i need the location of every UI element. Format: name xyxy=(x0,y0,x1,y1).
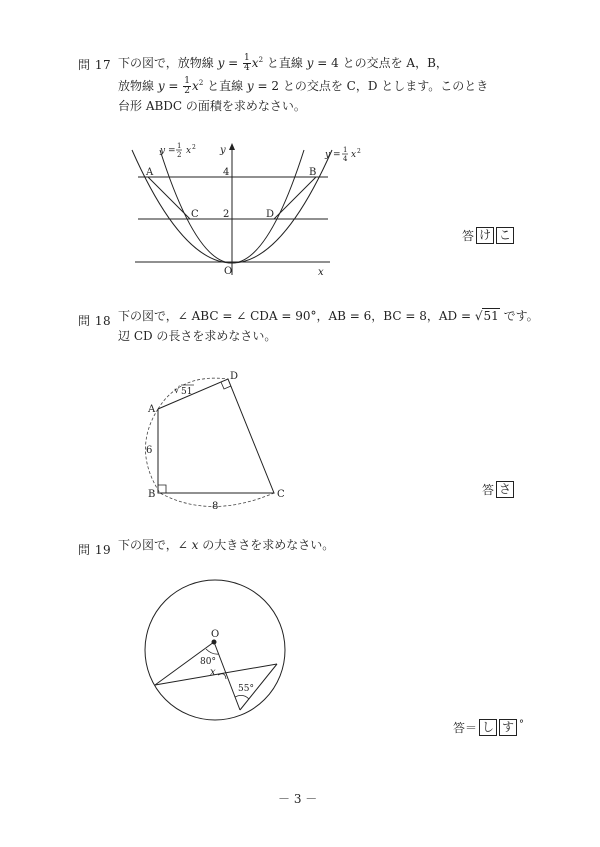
q19-figure xyxy=(140,575,290,725)
answer-box-shi: し xyxy=(479,719,497,736)
y-axis-arrow xyxy=(229,143,235,150)
label-value-4: 4 xyxy=(223,167,230,178)
label-point-d: D xyxy=(266,209,275,220)
page-number: － 3 － xyxy=(278,792,318,806)
fraction: $\frac{1}{2}$ xyxy=(184,76,191,96)
question-18-number: 問 18 xyxy=(78,314,112,328)
degree-symbol: ° xyxy=(519,719,525,730)
q17-figure xyxy=(120,135,370,280)
q18-figure xyxy=(130,365,300,515)
curve-quarter-x: x xyxy=(351,150,357,160)
label-length-ad: √ xyxy=(174,386,180,396)
label-curve-quarter: y = xyxy=(325,150,341,160)
arc-abc xyxy=(145,409,274,507)
q18-answer xyxy=(482,481,514,498)
answer-label: 答＝ xyxy=(453,721,478,735)
chord-horizontal xyxy=(155,664,277,685)
label-angle-80: 80° xyxy=(200,657,216,667)
quadrilateral-abcd xyxy=(158,379,274,493)
q18-line-1: 下の図で，∠ ABC = ∠ CDA = 90°，AB = 6，BC = 8，AD = √51 です。 xyxy=(118,309,539,323)
label-point-c: C xyxy=(191,209,199,220)
question-19-number: 問 19 xyxy=(78,543,112,557)
answer-box-ke: け xyxy=(476,227,494,244)
q18-line-2: 辺 CD の長さを求めなさい。 xyxy=(118,329,277,343)
curve-half-x: x xyxy=(186,146,192,156)
q17-line-1: 下の図で，放物線 y = $\frac{1}{4}$ $x^2$ と直線 y = 4 との交点を A，B， xyxy=(118,53,448,73)
segment-ac xyxy=(148,177,190,219)
fraction: $\frac{1}{4}$ xyxy=(244,53,250,73)
curve-quarter-num: 1 xyxy=(343,146,348,154)
label-center-o: O xyxy=(211,629,220,640)
label-point-b: B xyxy=(309,167,317,178)
segment-bd xyxy=(274,177,316,219)
curve-half-exp: 2 xyxy=(192,144,196,151)
label-length-bc: 8 xyxy=(212,501,219,512)
answer-box-sa: さ xyxy=(496,481,514,498)
question-18-text xyxy=(118,306,558,346)
label-point-a: A xyxy=(148,404,156,415)
curve-quarter-exp: 2 xyxy=(357,148,361,155)
question-17-number: 問 17 xyxy=(78,58,112,72)
answer-box-ko: こ xyxy=(496,227,514,244)
answer-label: 答 xyxy=(482,483,495,497)
label-origin: O xyxy=(224,266,233,277)
right-angle-b xyxy=(158,485,166,493)
label-point-d: D xyxy=(230,371,239,382)
label-angle-x: x xyxy=(210,667,216,678)
label-point-b: B xyxy=(148,489,156,500)
label-point-c: C xyxy=(277,489,285,500)
curve-half-num: 1 xyxy=(177,142,182,150)
arc-angle-55 xyxy=(235,695,249,699)
answer-box-su: す xyxy=(499,719,517,736)
question-17-text xyxy=(118,50,558,116)
q19-answer xyxy=(453,719,524,736)
label-point-a: A xyxy=(146,167,154,178)
q17-answer xyxy=(462,227,514,244)
radius-bottom xyxy=(214,642,240,710)
arc-angle-x xyxy=(218,674,226,679)
q17-line-2: 放物線 y = $\frac{1}{2}$ $x^2$ と直線 y = 2 との交点を C，D とします。このとき xyxy=(118,76,489,96)
question-19-text: 下の図で，∠ x の大きさを求めなさい。 xyxy=(118,538,335,552)
curve-quarter-den: 4 xyxy=(343,155,348,163)
label-length-ab: 6 xyxy=(146,445,153,456)
label-angle-55: 55° xyxy=(238,684,254,694)
q17-line-3: 台形 ABDC の面積を求めなさい。 xyxy=(118,99,306,113)
label-x-axis: x xyxy=(318,267,324,278)
circle xyxy=(145,580,285,720)
curve-half-den: 2 xyxy=(177,151,182,159)
answer-label: 答 xyxy=(462,229,475,243)
label-value-2: 2 xyxy=(223,209,230,220)
label-curve-half: y = xyxy=(160,146,176,156)
label-length-ad-value: 51 xyxy=(181,387,193,397)
label-y-axis: y xyxy=(220,145,226,156)
